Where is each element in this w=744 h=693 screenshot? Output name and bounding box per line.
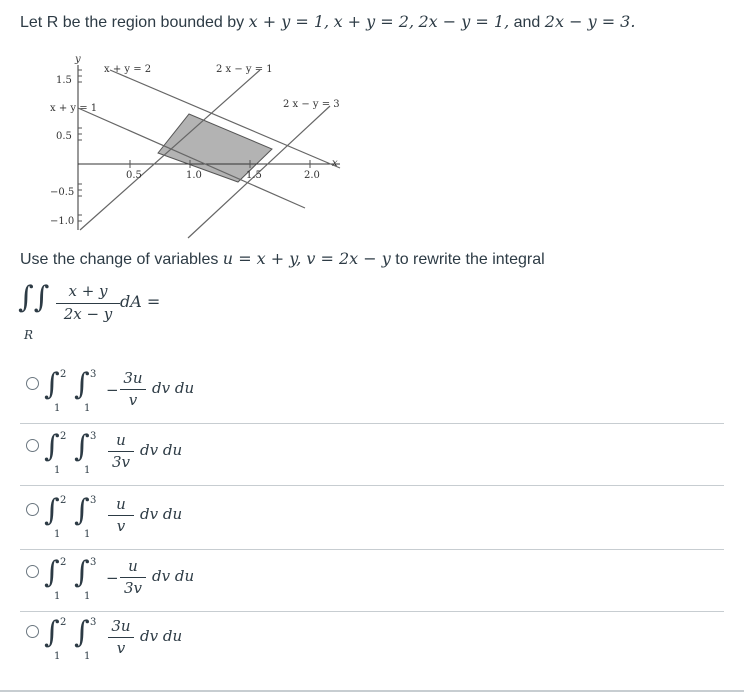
option-minus-sign: − bbox=[106, 569, 119, 587]
inner-upper-limit: 3 bbox=[90, 617, 97, 628]
inner-upper-limit: 3 bbox=[90, 495, 97, 506]
option-denominator: v bbox=[116, 639, 126, 657]
option-numerator: u bbox=[116, 431, 126, 449]
option-differentials: dv du bbox=[152, 567, 195, 585]
option-fraction-bar bbox=[108, 515, 134, 516]
outer-lower-limit: 1 bbox=[54, 465, 61, 476]
answer-option[interactable] bbox=[20, 551, 724, 611]
outer-integral-sign: ∫ bbox=[44, 615, 60, 650]
answer-option[interactable] bbox=[20, 425, 724, 485]
label-2x-minus-y-1: 2 x − y = 1 bbox=[216, 64, 273, 75]
option-fraction-bar bbox=[120, 389, 146, 390]
label-2x-minus-y-3: 2 x − y = 3 bbox=[283, 99, 340, 110]
option-denominator: 3v bbox=[111, 453, 131, 471]
option-divider bbox=[20, 423, 724, 424]
y-axis-label: y bbox=[75, 54, 81, 65]
inner-lower-limit: 1 bbox=[84, 403, 91, 414]
equation-2: x + y = 2, bbox=[333, 12, 415, 31]
outer-upper-limit: 2 bbox=[60, 495, 67, 506]
given-integral bbox=[18, 278, 198, 344]
y-tick-1: 1.5 bbox=[56, 75, 72, 86]
x-tick-1: 0.5 bbox=[126, 170, 142, 181]
option-divider bbox=[20, 549, 724, 550]
option-radio-button[interactable] bbox=[26, 377, 39, 390]
label-x-plus-y-2: x + y = 2 bbox=[104, 64, 152, 75]
inner-upper-limit: 3 bbox=[90, 369, 97, 380]
change-text-2: to rewrite the integral bbox=[395, 251, 545, 268]
option-minus-sign: − bbox=[106, 381, 119, 399]
option-numerator: u bbox=[128, 557, 138, 575]
double-integral-sign: ∫∫ bbox=[18, 280, 50, 315]
outer-integral-sign: ∫ bbox=[44, 555, 60, 590]
answer-option[interactable] bbox=[20, 363, 724, 423]
option-radio-button[interactable] bbox=[26, 503, 39, 516]
change-text-1: Use the change of variables bbox=[20, 251, 219, 268]
change-of-variables-text bbox=[20, 249, 545, 269]
inner-integral-sign: ∫ bbox=[74, 615, 90, 650]
outer-lower-limit: 1 bbox=[54, 591, 61, 602]
outer-lower-limit: 1 bbox=[54, 651, 61, 662]
inner-lower-limit: 1 bbox=[84, 465, 91, 476]
option-denominator: v bbox=[128, 391, 138, 409]
option-fraction-bar bbox=[120, 577, 146, 578]
equation-1: x + y = 1, bbox=[248, 12, 330, 31]
option-numerator: 3u bbox=[123, 369, 143, 387]
outer-integral-sign: ∫ bbox=[44, 367, 60, 402]
answer-option[interactable] bbox=[20, 611, 724, 671]
inner-integral-sign: ∫ bbox=[74, 493, 90, 528]
prompt-intro: Let R be the region bounded by bbox=[20, 14, 245, 31]
inner-integral-sign: ∫ bbox=[74, 555, 90, 590]
option-fraction-bar bbox=[108, 451, 134, 452]
integrand-fraction-bar bbox=[56, 303, 120, 304]
option-numerator: u bbox=[116, 495, 126, 513]
option-radio-button[interactable] bbox=[26, 625, 39, 638]
option-fraction-bar bbox=[108, 637, 134, 638]
outer-upper-limit: 2 bbox=[60, 617, 67, 628]
answer-option[interactable] bbox=[20, 489, 724, 549]
option-radio-button[interactable] bbox=[26, 565, 39, 578]
x-axis-label: x bbox=[332, 158, 338, 169]
y-tick-2: 0.5 bbox=[56, 131, 72, 142]
option-denominator: 3v bbox=[123, 579, 143, 597]
x-tick-4: 2.0 bbox=[304, 170, 320, 181]
prompt-and: and bbox=[513, 14, 541, 31]
option-numerator: 3u bbox=[111, 617, 131, 635]
option-denominator: v bbox=[116, 517, 126, 535]
equation-3: 2x − y = 1, bbox=[418, 12, 510, 31]
region-graph bbox=[40, 50, 360, 240]
label-x-plus-y-1: x + y = 1 bbox=[50, 103, 98, 114]
outer-lower-limit: 1 bbox=[54, 403, 61, 414]
y-tick-4: −1.0 bbox=[50, 216, 75, 227]
inner-lower-limit: 1 bbox=[84, 591, 91, 602]
integrand-numerator: x + y bbox=[68, 282, 108, 300]
bottom-divider bbox=[0, 690, 744, 692]
outer-lower-limit: 1 bbox=[54, 529, 61, 540]
outer-integral-sign: ∫ bbox=[44, 429, 60, 464]
outer-upper-limit: 2 bbox=[60, 431, 67, 442]
inner-integral-sign: ∫ bbox=[74, 367, 90, 402]
option-radio-button[interactable] bbox=[26, 439, 39, 452]
inner-upper-limit: 3 bbox=[90, 431, 97, 442]
y-tick-3: −0.5 bbox=[50, 187, 75, 198]
integrand-denominator: 2x − y bbox=[63, 305, 113, 323]
equation-4: 2x − y = 3. bbox=[544, 12, 636, 31]
inner-lower-limit: 1 bbox=[84, 651, 91, 662]
outer-integral-sign: ∫ bbox=[44, 493, 60, 528]
substitution: u = x + y, v = 2x − y bbox=[222, 249, 391, 268]
option-differentials: dv du bbox=[140, 441, 183, 459]
x-tick-3: 1.5 bbox=[246, 170, 262, 181]
outer-upper-limit: 2 bbox=[60, 369, 67, 380]
option-differentials: dv du bbox=[140, 505, 183, 523]
inner-integral-sign: ∫ bbox=[74, 429, 90, 464]
question-prompt bbox=[20, 12, 635, 32]
outer-upper-limit: 2 bbox=[60, 557, 67, 568]
inner-upper-limit: 3 bbox=[90, 557, 97, 568]
x-tick-2: 1.0 bbox=[186, 170, 202, 181]
inner-lower-limit: 1 bbox=[84, 529, 91, 540]
integral-dA: dA = bbox=[120, 292, 161, 311]
integral-region-label: R bbox=[24, 328, 34, 342]
option-differentials: dv du bbox=[152, 379, 195, 397]
option-divider bbox=[20, 485, 724, 486]
option-differentials: dv du bbox=[140, 627, 183, 645]
